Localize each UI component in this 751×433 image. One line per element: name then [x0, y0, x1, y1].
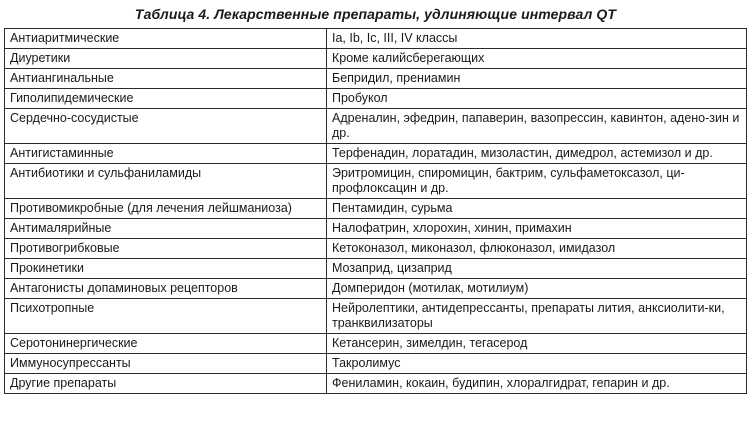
drug-group-cell: Серотонинергические — [5, 334, 327, 354]
drug-list-cell: Эритромицин, спиромицин, бактрим, сульфаметоксазол, ци-профлоксацин и др. — [327, 164, 747, 199]
drug-group-cell: Другие препараты — [5, 374, 327, 394]
table-row — [5, 109, 747, 144]
drug-group-cell: Противогрибковые — [5, 239, 327, 259]
drug-group-cell: Антагонисты допаминовых рецепторов — [5, 279, 327, 299]
table-row — [5, 49, 747, 69]
table-row — [5, 219, 747, 239]
drug-group-cell: Противомикробные (для лечения лейшманиоза) — [5, 199, 327, 219]
table-row — [5, 354, 747, 374]
table-row — [5, 334, 747, 354]
table-row — [5, 374, 747, 394]
drug-group-cell: Сердечно-сосудистые — [5, 109, 327, 144]
drug-list-cell: Пентамидин, сурьма — [327, 199, 747, 219]
drug-list-cell: Мозаприд, цизаприд — [327, 259, 747, 279]
drug-group-cell: Антималярийные — [5, 219, 327, 239]
drug-list-cell: Ia, Ib, Ic, III, IV классы — [327, 29, 747, 49]
table-caption — [0, 6, 751, 22]
drug-list-cell: Домперидон (мотилак, мотилиум) — [327, 279, 747, 299]
drug-list-cell: Адреналин, эфедрин, папаверин, вазопрессин, кавинтон, адено-зин и др. — [327, 109, 747, 144]
drug-group-cell: Антибиотики и сульфаниламиды — [5, 164, 327, 199]
drug-list-cell: Пробукол — [327, 89, 747, 109]
table-row — [5, 69, 747, 89]
table-row — [5, 199, 747, 219]
drug-list-cell: Кетоконазол, миконазол, флюконазол, имидазол — [327, 239, 747, 259]
table-row — [5, 259, 747, 279]
drug-group-cell: Антигистаминные — [5, 144, 327, 164]
drug-list-cell: Фениламин, кокаин, будипин, хлоралгидрат, гепарин и др. — [327, 374, 747, 394]
drug-group-cell: Иммуносупрессанты — [5, 354, 327, 374]
drug-list-cell: Нейролептики, антидепрессанты, препараты лития, анксиолити-ки, транквилизаторы — [327, 299, 747, 334]
drug-list-cell: Бепридил, прениамин — [327, 69, 747, 89]
drug-list-cell: Налофатрин, хлорохин, хинин, примахин — [327, 219, 747, 239]
drug-group-cell: Прокинетики — [5, 259, 327, 279]
table-row — [5, 144, 747, 164]
table-row — [5, 299, 747, 334]
caption-label: Таблица 4. — [134, 6, 211, 22]
drug-group-cell: Гиполипидемические — [5, 89, 327, 109]
table-row — [5, 164, 747, 199]
drug-list-cell: Кетансерин, зимелдин, тегасерод — [327, 334, 747, 354]
table-row — [5, 29, 747, 49]
drug-list-cell: Кроме калийсберегающих — [327, 49, 747, 69]
table-row — [5, 279, 747, 299]
table-row — [5, 89, 747, 109]
table-row — [5, 239, 747, 259]
drug-group-cell: Диуретики — [5, 49, 327, 69]
drug-group-cell: Антиангинальные — [5, 69, 327, 89]
drug-group-cell: Антиаритмические — [5, 29, 327, 49]
drug-group-cell: Психотропные — [5, 299, 327, 334]
drugs-table — [4, 28, 747, 394]
caption-text: Лекарственные препараты, удлиняющие интервал QT — [214, 6, 617, 22]
drug-list-cell: Такролимус — [327, 354, 747, 374]
drug-list-cell: Терфенадин, лоратадин, мизоластин, димедрол, астемизол и др. — [327, 144, 747, 164]
